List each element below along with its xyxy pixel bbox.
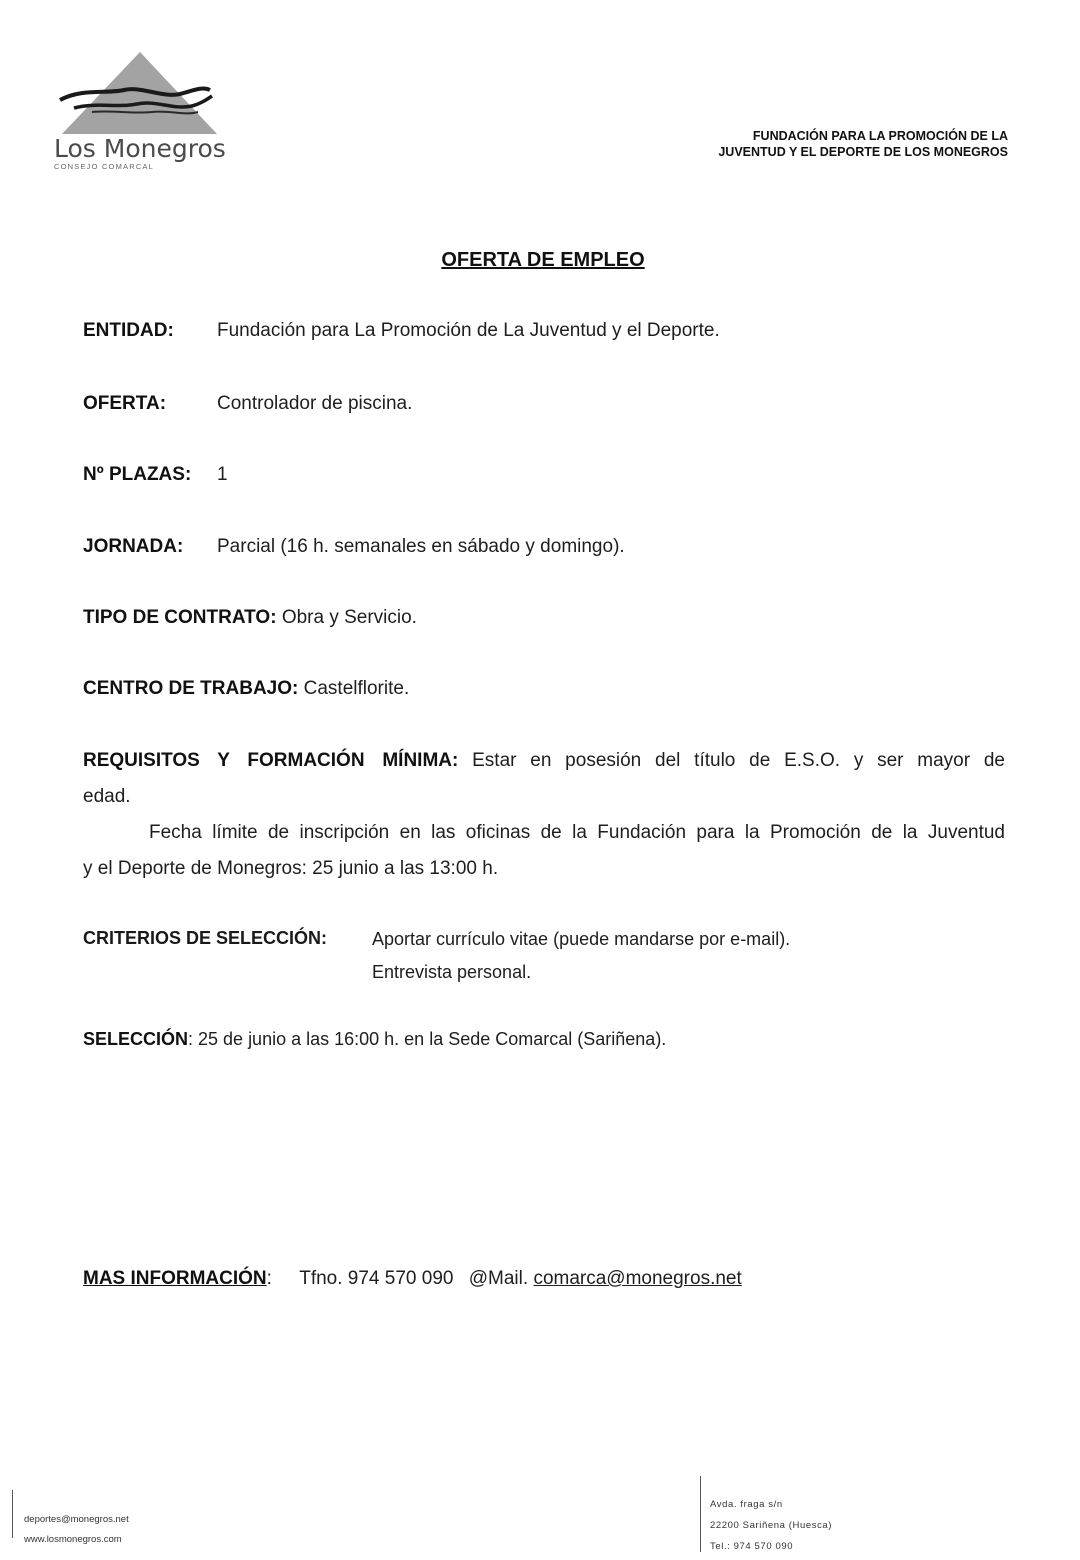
seleccion-label: SELECCIÓN [83,1029,189,1049]
info-label: MAS INFORMACIÓN [83,1268,267,1289]
field-label: CENTRO DE TRABAJO: [83,678,299,699]
field-value: 1 [217,464,228,485]
footer-divider-left [12,1490,13,1538]
field-value: Castelflorite. [303,678,410,699]
field-value: Parcial (16 h. semanales en sábado y domingo). [217,536,625,557]
footer-address [710,1494,832,1557]
field-contrato [83,607,417,629]
field-label: ENTIDAD: [83,320,174,341]
org-line-2: JUVENTUD Y EL DEPORTE DE LOS MONEGROS [718,145,1008,159]
field-label: Nº PLAZAS: [83,464,192,485]
page-title: OFERTA DE EMPLEO [441,249,645,271]
footer-email[interactable]: deportes@monegros.net [24,1514,129,1525]
requisitos-line-1 [83,743,1005,779]
logo-name: Los Monegros [54,134,226,163]
footer-tel: Tel.: 974 570 090 [710,1541,794,1552]
mas-informacion [83,1268,742,1290]
footer-address-2: 22200 Sariñena (Huesca) [710,1520,833,1531]
mountain-logo-icon [52,50,227,140]
seleccion-value: : 25 de junio a las 16:00 h. en la Sede Comarcal (Sariñena). [188,1029,667,1049]
criterios-label: CRITERIOS DE SELECCIÓN: [83,928,328,948]
requisitos-paragraph [83,743,1005,887]
footer-divider-right [700,1476,701,1552]
org-line-1: FUNDACIÓN PARA LA PROMOCIÓN DE LA [752,129,1008,143]
field-label: TIPO DE CONTRATO: [83,607,277,628]
info-mail-prefix: @Mail. [468,1268,529,1289]
field-plazas [83,464,191,486]
field-value: Obra y Servicio. [281,607,417,628]
requisitos-value: Estar en posesión del título de E.S.O. y ser mayor de [472,750,1005,771]
field-centro [83,678,409,700]
field-label: JORNADA: [83,536,184,557]
consejo-comarcal-logo [52,50,227,180]
requisitos-line-2: edad. [83,786,131,807]
field-jornada [83,536,183,558]
organization-header [718,128,1008,160]
field-value: Controlador de piscina. [217,393,413,414]
field-label: OFERTA: [83,393,167,414]
info-colon: : [266,1268,272,1289]
info-phone: Tfno. 974 570 090 [299,1268,454,1289]
requisitos-label: REQUISITOS Y FORMACIÓN MÍNIMA: [83,750,459,771]
criterio-item: Aportar currículo vitae (puede mandarse por e-mail). [372,929,791,949]
footer-web[interactable]: www.losmonegros.com [24,1534,122,1545]
field-entidad [83,320,174,342]
fecha-limite-line-1: Fecha límite de inscripción en las oficinas de la Fundación para la Promoción de la Juventud [149,822,1005,843]
footer-contact [24,1510,129,1550]
field-oferta [83,393,166,415]
field-value: Fundación para La Promoción de La Juventud y el Deporte. [217,320,720,341]
seleccion-line [83,1029,666,1050]
email-link[interactable]: comarca@monegros.net [533,1268,742,1289]
footer-address-1: Avda. fraga s/n [710,1499,783,1510]
logo-subtitle: CONSEJO COMARCAL [54,162,155,171]
criterio-item: Entrevista personal. [372,962,532,982]
fecha-limite-line-2: y el Deporte de Monegros: 25 junio a las 13:00 h. [83,858,499,879]
